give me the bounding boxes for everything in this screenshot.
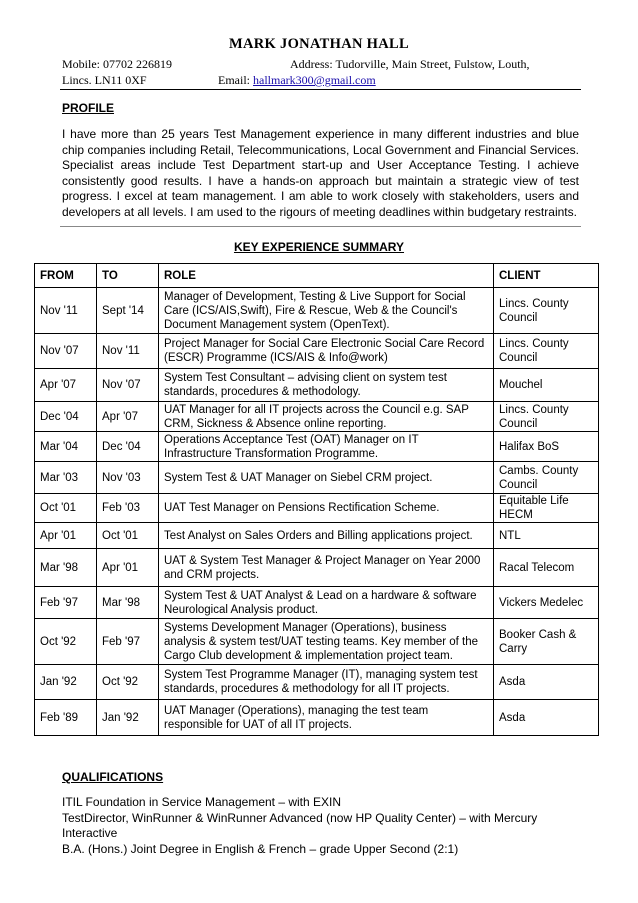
profile-divider: [60, 226, 581, 227]
cell-role: UAT & System Test Manager & Project Manager on Year 2000 and CRM projects.: [159, 549, 494, 587]
cell-client: Lincs. County Council: [494, 334, 599, 369]
table-row: [35, 523, 599, 549]
cell-client: Cambs. County Council: [494, 462, 599, 494]
cell-to: Feb '03: [97, 494, 159, 523]
cell-from: Mar '03: [35, 462, 97, 494]
cell-to: Nov '07: [97, 369, 159, 402]
cell-role: Test Analyst on Sales Orders and Billing applications project.: [159, 523, 494, 549]
cell-role: Project Manager for Social Care Electronic Social Care Record (ESCR) Programme (ICS/AIS & Info@work): [159, 334, 494, 369]
table-header-row: [35, 264, 599, 288]
cell-from: Nov '07: [35, 334, 97, 369]
list-item: ITIL Foundation in Service Management – with EXIN: [62, 795, 342, 809]
cell-to: Apr '01: [97, 549, 159, 587]
cell-role: Manager of Development, Testing & Live Support for Social Care (ICS/AIS,Swift), Fire & Rescue, Web & the Council's Document Management system (OpenText).: [159, 288, 494, 334]
cell-client: Halifax BoS: [494, 432, 599, 462]
cell-to: Jan '92: [97, 700, 159, 736]
email-label: Email:: [218, 73, 250, 87]
qualifications-heading: QUALIFICATIONS: [62, 770, 164, 784]
table-row: [35, 619, 599, 665]
profile-paragraph: I have more than 25 years Test Management experience in many different industries and blue chip companies including Retail, Telecommunications, Local Government and Financial Services. Specialist areas include Test Department start-up and User Acceptance Testing. I achieve consistently good results. I have a hands-on approach but maintain a strategic view of test progress. I excel at team management. I am able to work closely with stakeholders, users and developers at all levels. I am used to the rigours of meeting deadlines within budgetary restraints.: [62, 127, 579, 219]
cell-client: NTL: [494, 523, 599, 549]
cell-from: Oct '01: [35, 494, 97, 523]
cell-to: Dec '04: [97, 432, 159, 462]
table-row: [35, 288, 599, 334]
cell-client: Asda: [494, 665, 599, 700]
cell-client: Racal Telecom: [494, 549, 599, 587]
cell-client: Asda: [494, 700, 599, 736]
cell-from: Nov '11: [35, 288, 97, 334]
cell-to: Mar '98: [97, 587, 159, 619]
cell-to: Oct '92: [97, 665, 159, 700]
table-row: [35, 432, 599, 462]
qualifications-list: [62, 795, 582, 857]
table-row: [35, 369, 599, 402]
cell-from: Mar '04: [35, 432, 97, 462]
cell-role: System Test Consultant – advising client on system test standards, procedures & methodology.: [159, 369, 494, 402]
cell-from: Feb '89: [35, 700, 97, 736]
resume-name: MARK JONATHAN HALL: [229, 36, 409, 52]
address: Address: Tudorville, Main Street, Fulstow, Louth,: [290, 57, 530, 71]
table-row: [35, 462, 599, 494]
experience-heading: [0, 240, 638, 254]
cell-client: Equitable Life HECM: [494, 494, 599, 523]
table-row: [35, 494, 599, 523]
cell-from: Oct '92: [35, 619, 97, 665]
profile-heading: PROFILE: [62, 101, 115, 115]
table-row: [35, 700, 599, 736]
cell-role: System Test & UAT Manager on Siebel CRM project.: [159, 462, 494, 494]
cell-client: Lincs. County Council: [494, 402, 599, 432]
cell-from: Jan '92: [35, 665, 97, 700]
mobile-number: Mobile: 07702 226819: [62, 57, 172, 71]
experience-table: [34, 263, 599, 736]
cell-client: Mouchel: [494, 369, 599, 402]
cell-role: UAT Test Manager on Pensions Rectification Scheme.: [159, 494, 494, 523]
cell-to: Nov '03: [97, 462, 159, 494]
cell-from: Mar '98: [35, 549, 97, 587]
header-divider: [60, 89, 581, 90]
experience-heading-text: KEY EXPERIENCE SUMMARY: [233, 240, 405, 254]
column-header-to: TO: [97, 264, 159, 288]
cell-to: Oct '01: [97, 523, 159, 549]
column-header-from: FROM: [35, 264, 97, 288]
cell-from: Dec '04: [35, 402, 97, 432]
list-item: B.A. (Hons.) Joint Degree in English & French – grade Upper Second (2:1): [62, 841, 459, 856]
cell-to: Nov '11: [97, 334, 159, 369]
cell-role: UAT Manager for all IT projects across the Council e.g. SAP CRM, Sickness & Absence online reporting.: [159, 402, 494, 432]
column-header-role: ROLE: [159, 264, 494, 288]
table-row: [35, 334, 599, 369]
column-header-client: CLIENT: [494, 264, 599, 288]
cell-client: Lincs. County Council: [494, 288, 599, 334]
cell-from: Apr '01: [35, 523, 97, 549]
table-row: [35, 402, 599, 432]
email-line: [218, 73, 376, 88]
table-row: [35, 587, 599, 619]
cell-client: Booker Cash & Carry: [494, 619, 599, 665]
email-link[interactable]: hallmark300@gmail.com: [253, 73, 376, 87]
cell-from: Apr '07: [35, 369, 97, 402]
cell-to: Sept '14: [97, 288, 159, 334]
cell-to: Feb '97: [97, 619, 159, 665]
cell-from: Feb '97: [35, 587, 97, 619]
cell-client: Vickers Medelec: [494, 587, 599, 619]
table-row: [35, 665, 599, 700]
address-continuation: Lincs. LN11 0XF: [62, 73, 147, 87]
cell-role: UAT Manager (Operations), managing the test team responsible for UAT of all IT projects.: [159, 700, 494, 736]
cell-role: Systems Development Manager (Operations), business analysis & system test/UAT testing teams. Key member of the Cargo Club development & implementation project team.: [159, 619, 494, 665]
cell-role: System Test Programme Manager (IT), managing system test standards, procedures & methodology for all IT projects.: [159, 665, 494, 700]
cell-role: System Test & UAT Analyst & Lead on a hardware & software Neurological Analysis product.: [159, 587, 494, 619]
cell-to: Apr '07: [97, 402, 159, 432]
list-item: TestDirector, WinRunner & WinRunner Advanced (now HP Quality Center) – with Mercury Interactive: [62, 810, 538, 840]
cell-role: Operations Acceptance Test (OAT) Manager on IT Infrastructure Transformation Programme.: [159, 432, 494, 462]
table-row: [35, 549, 599, 587]
